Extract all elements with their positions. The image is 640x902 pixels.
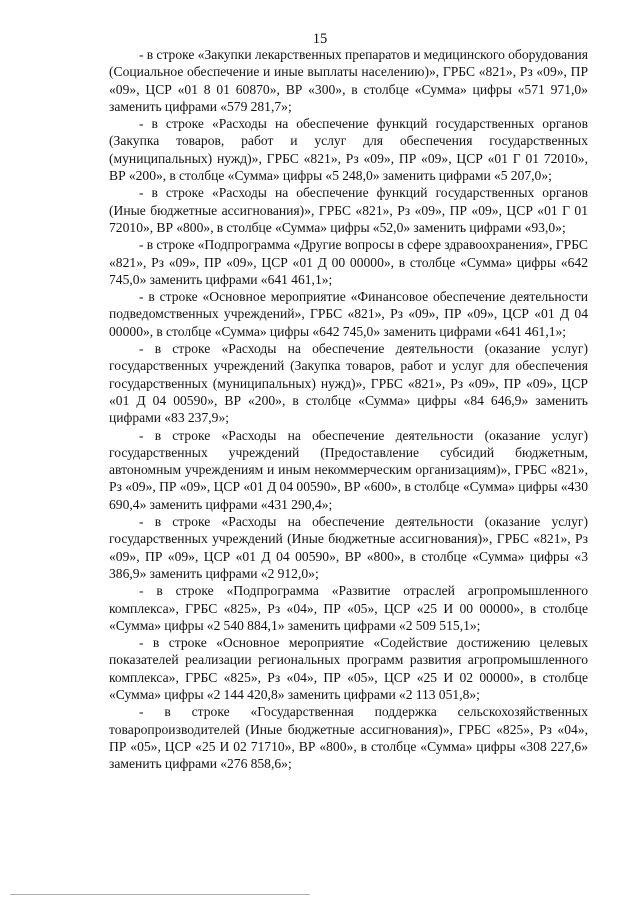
amendment-paragraph: - в строке «Расходы на обеспечение функций государственных органов (Иные бюджетные ассигнования)», ГРБС «821», Рз «09», ПР «09», ЦСР «01 Г 01 72010», ВР «800», в столбце «Сумма» цифры «52,0» заменить цифрами «93,0»; (109, 185, 588, 235)
amendment-paragraph: - в строке «Расходы на обеспечение деятельности (оказание услуг) государственных учреждений (Иные бюджетные ассигнования)», ГРБС «821», Рз «09», ПР «09», ЦСР «01 Д 04 00590», ВР «800», в столбце «Сумма» цифры «3 386,9» заменить цифрами «2 912,0»; (109, 514, 588, 581)
amendment-paragraph: - в строке «Основное мероприятие «Финансовое обеспечение деятельности подведомственных учреждений», ГРБС «821», Рз «09», ПР «09», ЦСР «01 Д 04 00000», в столбце «Сумма» цифры «642 745,0» заменить цифрами «641 461,1»; (109, 289, 588, 339)
amendment-paragraph: - в строке «Основное мероприятие «Содействие достижению целевых показателей реализации региональных программ развития агропромышленного комплекса», ГРБС «825», Рз «04», ПР «05», ЦСР «25 И 02 00000», в столбце «Сумма» цифры «2 144 420,8» заменить цифрами «2 113 051,8»; (109, 635, 588, 702)
amendment-paragraph: - в строке «Расходы на обеспечение деятельности (оказание услуг) государственных учреждений (Закупка товаров, работ и услуг для обеспечения государственных (муниципальных) нужд)», ГРБС «821», Рз «09», ПР «09», ЦСР «01 Д 04 00590», ВР «200», в столбце «Сумма» цифры «84 646,9» заменить цифрами «83 237,9»; (109, 341, 588, 426)
amendments-text (109, 46, 588, 772)
page-number: 15 (312, 31, 328, 47)
amendment-paragraph: - в строке «Закупки лекарственных препаратов и медицинского оборудования (Социальное обеспечение и иные выплаты населению)», ГРБС «821», Рз «09», ПР «09», ЦСР «01 8 01 60870», ВР «300», в столбце «Сумма» цифры «571 971,0» заменить цифрами «579 281,7»; (109, 47, 588, 114)
amendment-paragraph: - в строке «Подпрограмма «Развитие отраслей агропромышленного комплекса», ГРБС «825», Рз «04», ПР «05», ЦСР «25 И 00 00000», в столбце «Сумма» цифры «2 540 884,1» заменить цифрами «2 509 515,1»; (109, 583, 588, 633)
scan-edge-line (10, 894, 310, 895)
amendment-paragraph: - в строке «Подпрограмма «Другие вопросы в сфере здравоохранения», ГРБС «821», Рз «09», ПР «09», ЦСР «01 Д 00 00000», в столбце «Сумма» цифры «642 745,0» заменить цифрами «641 461,1»; (109, 237, 588, 287)
amendment-paragraph: - в строке «Расходы на обеспечение функций государственных органов (Закупка товаров, работ и услуг для обеспечения государственных (муниципальных) нужд)», ГРБС «821», Рз «09», ПР «09», ЦСР «01 Г 01 72010», ВР «200», в столбце «Сумма» цифры «5 248,0» заменить цифрами «5 207,0»; (109, 116, 588, 184)
amendment-paragraph: - в строке «Расходы на обеспечение деятельности (оказание услуг) государственных учреждений (Предоставление субсидий бюджетным, автономным учреждениям и иным некоммерческим организациям)», ГРБС «821», Рз «09», ПР «09», ЦСР «01 Д 04 00590», ВР «600», в столбце «Сумма» цифры «430 690,4» заменить цифрами «431 290,4»; (109, 427, 588, 512)
amendment-paragraph: - в строке «Государственная поддержка сельскохозяйственных товаропроизводителей (Иные бюджетные ассигнования)», ГРБС «825», Рз «04», ПР «05», ЦСР «25 И 02 71710», ВР «800», в столбце «Сумма» цифры «308 227,6» заменить цифрами «276 858,6»; (109, 704, 588, 772)
